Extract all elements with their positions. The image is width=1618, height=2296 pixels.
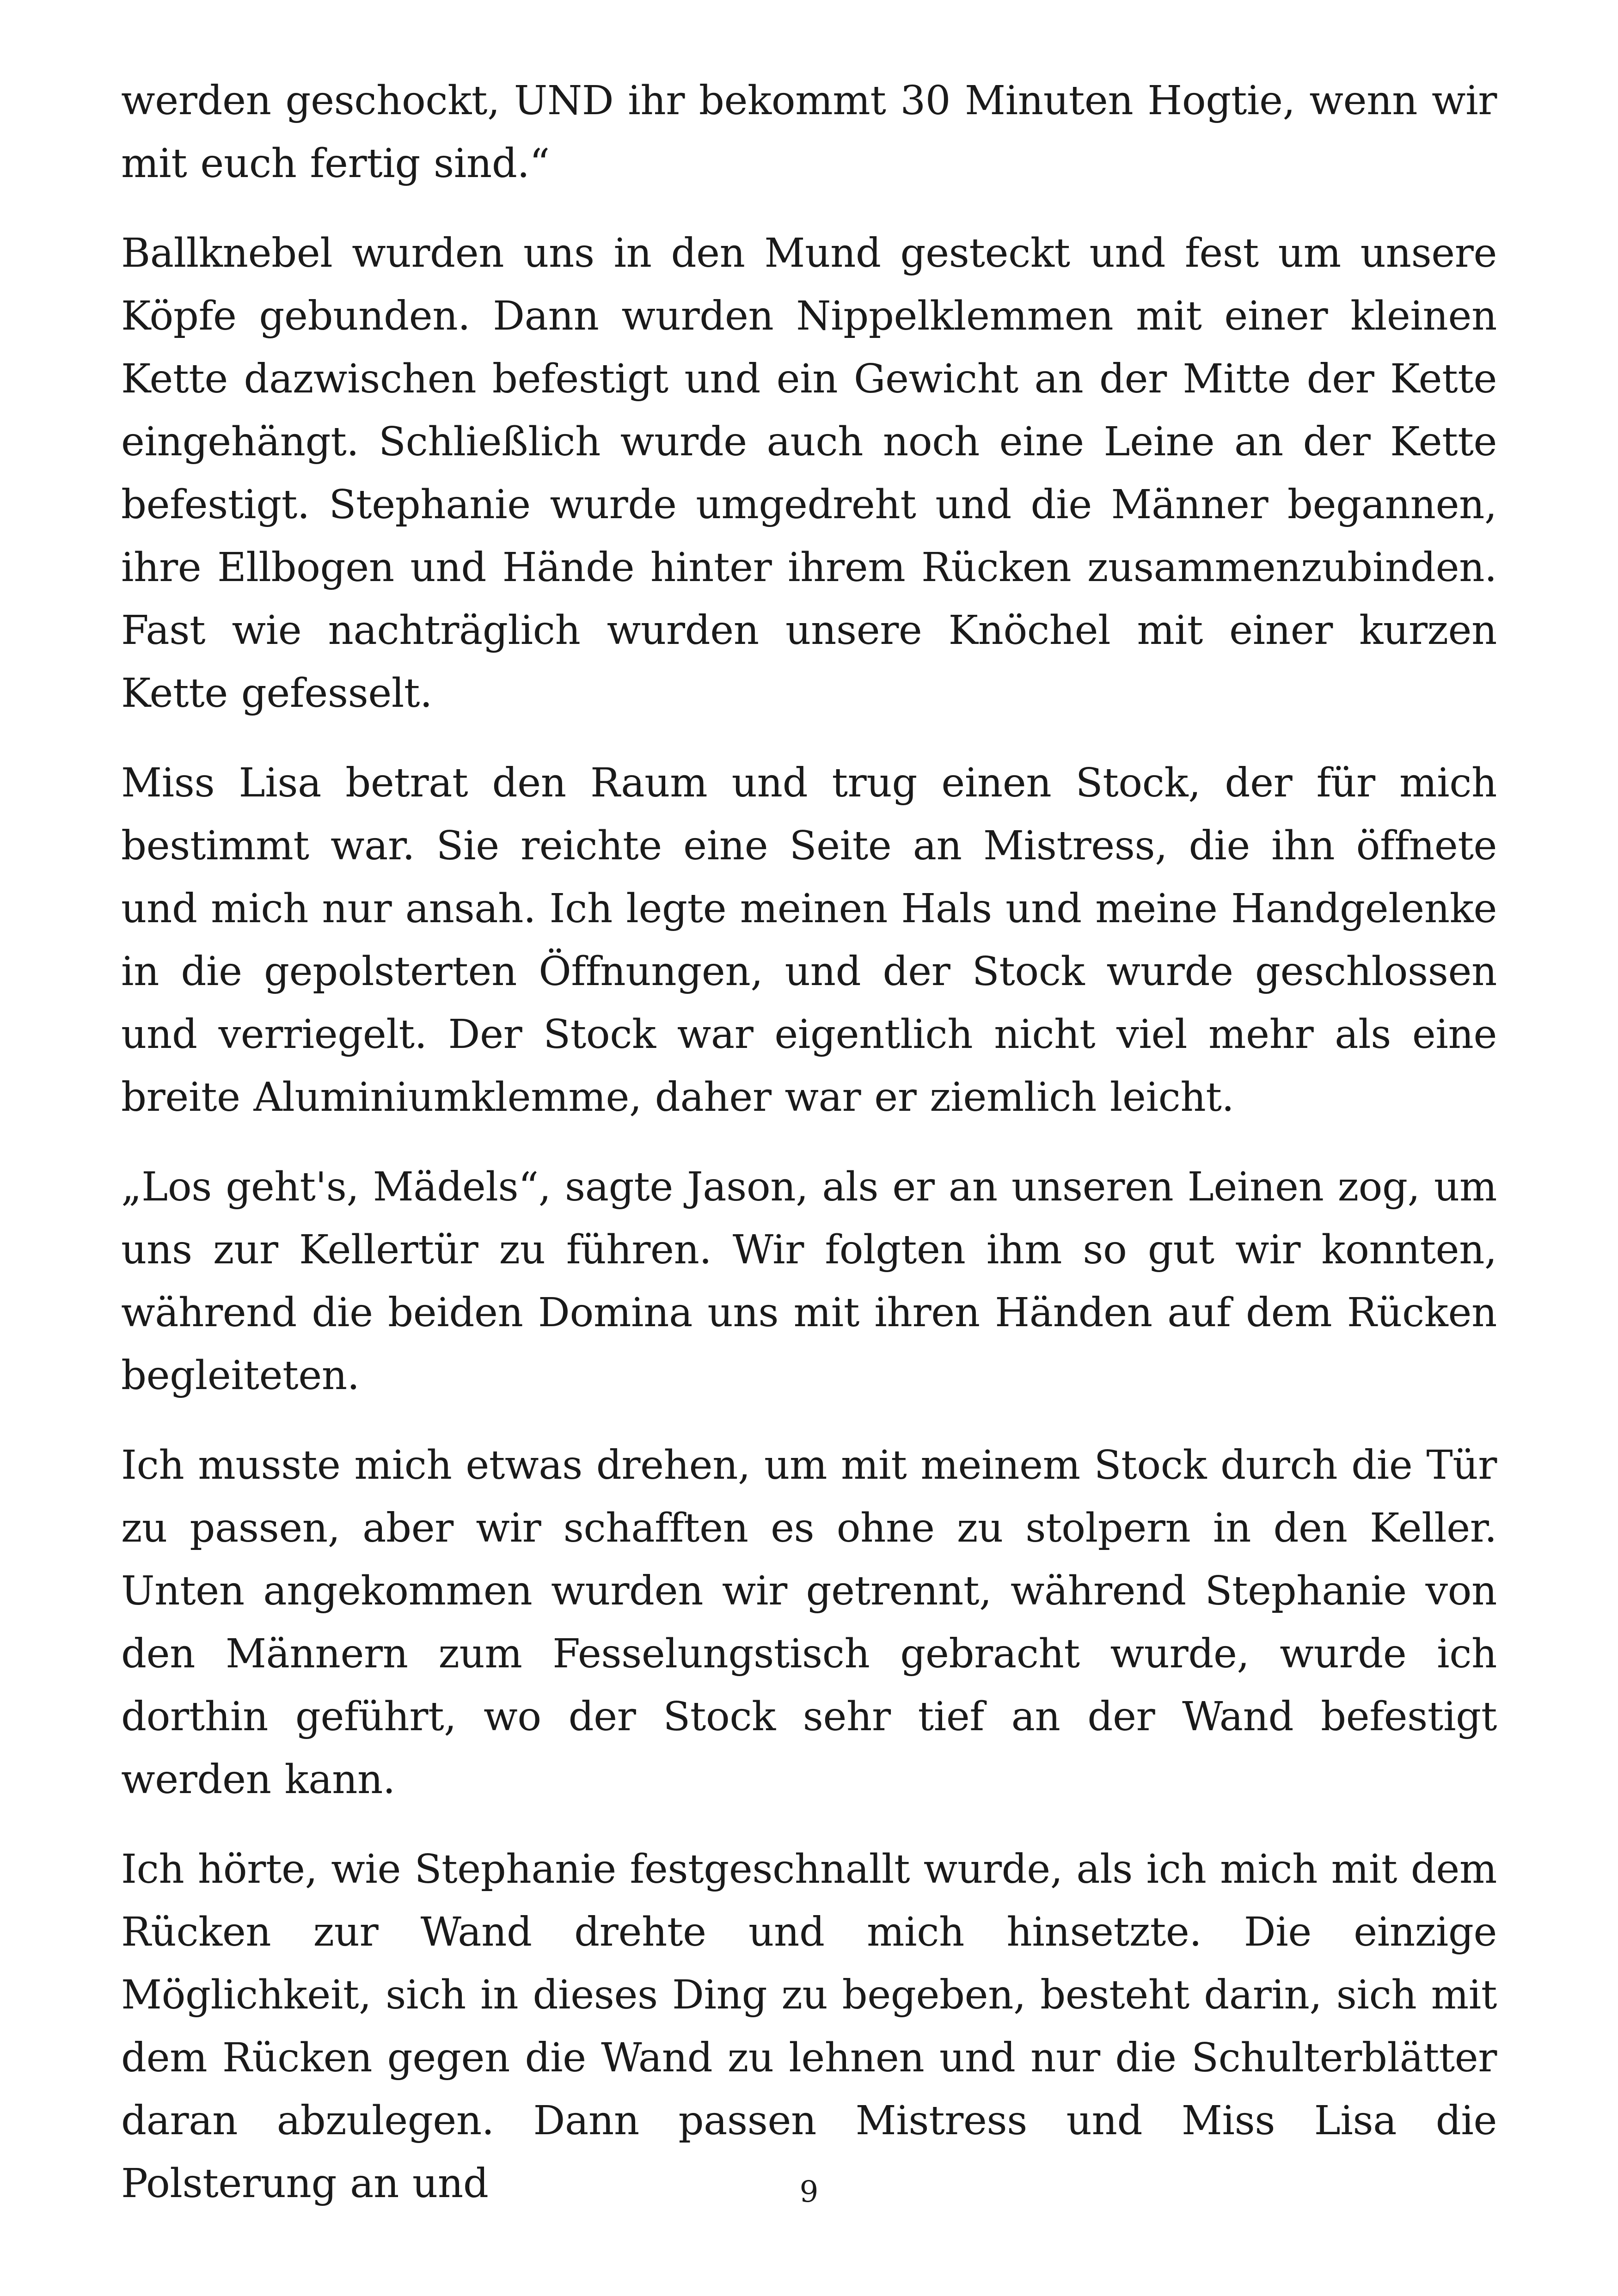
paragraph: Ballknebel wurden uns in den Mund gesteckt und fest um unsere Köpfe gebunden. Dann wurden Nippelklemmen mit einer kleinen Kette dazwischen befestigt und ein Gewicht an der Mitte der Kette eingehängt. Schließlich wurde auch noch eine Leine an der Kette befestigt. Stephanie wurde umgedreht und die Männer begannen, ihre Ellbogen und Hände hinter ihrem Rücken zusammenzubinden. Fast wie nachträglich wurden unsere Knöchel mit einer kurzen Kette gefesselt. [121,230,1497,716]
paragraph: Ich hörte, wie Stephanie festgeschnallt wurde, als ich mich mit dem Rücken zur Wand drehte und mich hinsetzte. Die einzige Möglichkeit, sich in dieses Ding zu begeben, besteht darin, sich mit dem Rücken gegen die Wand zu lehnen und nur die Schulterblätter daran abzulegen. Dann passen Mistress und Miss Lisa die Polsterung an und [121,1846,1497,2207]
page-number: 9 [799,2175,819,2209]
paragraph: werden geschockt, UND ihr bekommt 30 Minuten Hogtie, wenn wir mit euch fertig sind.“ [121,78,1497,187]
paragraph: Ich musste mich etwas drehen, um mit meinem Stock durch die Tür zu passen, aber wir schafften es ohne zu stolpern in den Keller. Unten angekommen wurden wir getrennt, während Stephanie von den Männern zum Fesselungstisch gebracht wurde, wurde ich dorthin geführt, wo der Stock sehr tief an der Wand befestigt werden kann. [121,1442,1497,1803]
body-text [121,69,1497,2242]
paragraph: „Los geht's, Mädels“, sagte Jason, als er an unseren Leinen zog, um uns zur Kellertür zu führen. Wir folgten ihm so gut wir konnten, während die beiden Domina uns mit ihren Händen auf dem Rücken begleiteten. [121,1164,1497,1399]
paragraph: Miss Lisa betrat den Raum und trug einen Stock, der für mich bestimmt war. Sie reichte eine Seite an Mistress, die ihn öffnete und mich nur ansah. Ich legte meinen Hals und meine Handgelenke in die gepolsterten Öffnungen, und der Stock wurde geschlossen und verriegelt. Der Stock war eigentlich nicht viel mehr als eine breite Aluminiumklemme, daher war er ziemlich leicht. [121,760,1497,1120]
